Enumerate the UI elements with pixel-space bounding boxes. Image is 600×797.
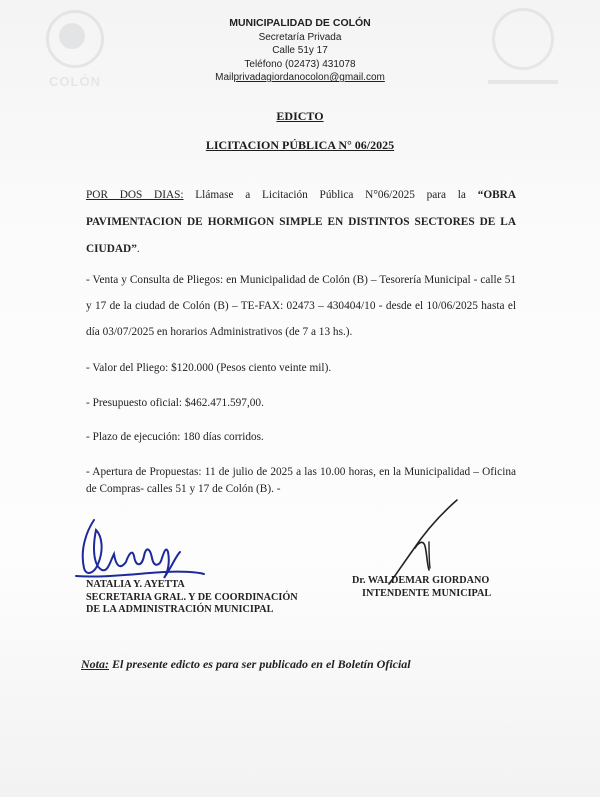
licitation-title: LICITACION PÚBLICA N° 06/2025 [205, 138, 395, 152]
signatory-right-role: INTENDENTE MUNICIPAL [362, 587, 492, 599]
office-mail [150, 71, 450, 85]
municipality-name: MUNICIPALIDAD DE COLÓN [229, 17, 371, 29]
sale-item: - Venta y Consulta de Pliegos: en Municipalidad de Colón (B) – Tesorería Municipal - calle 51 y 17 de la ciudad de Colón (B) – TE-FAX: 02473 – 430404/10 - desde el 10/06/2025 hasta el día 03/07/2025 en horarios Administrativos (de 7 a 13 hs.). [86, 274, 516, 338]
budget-item: - Presupuesto oficial: $462.471.597,00. [86, 397, 264, 409]
office-address: Calle 51y 17 [272, 45, 328, 56]
signatory-left-name: NATALIA Y. AYETTA [86, 579, 185, 590]
municipal-seal-logo-right [478, 8, 568, 88]
value-item: - Valor del Pliego: $120.000 (Pesos ciento veinte mil). [86, 362, 332, 374]
seal-icon [46, 10, 104, 68]
document-type-title: EDICTO [276, 109, 324, 123]
mail-address[interactable]: privadagiordanocolon@gmail.com [233, 72, 385, 83]
signatory-left-role-2: DE LA ADMINISTRACIÓN MUNICIPAL [86, 604, 274, 615]
note-text: El presente edicto es para ser publicado en el Boletín Oficial [109, 657, 411, 671]
signature-underline [76, 572, 204, 577]
call-intro: Llámase a Licitación Pública N°06/2025 para la [183, 189, 478, 201]
note-label: Nota: [81, 657, 109, 671]
signatory-left [86, 579, 298, 617]
signatory-right [352, 575, 491, 600]
logo-left-word: COLÓN [49, 74, 101, 89]
handwritten-signature-left [72, 516, 207, 588]
signatory-right-name: Dr. WALDEMAR GIORDANO [352, 575, 490, 586]
letterhead [150, 17, 450, 85]
municipal-seal-logo-left [40, 8, 110, 88]
signature-stroke [415, 542, 429, 570]
opening-item: - Apertura de Propuestas: 11 de julio de 2025 a las 10.00 horas, en la Municipalidad – Oficina de Compras- calles 51 y 17 de Colón (B). - [86, 466, 516, 495]
signature-stroke [429, 542, 430, 568]
signature-stroke [83, 520, 180, 578]
publication-note [81, 657, 411, 672]
signatory-left-role-1: SECRETARIA GRAL. Y DE COORDINACIÓN [86, 591, 298, 603]
call-paragraph [86, 182, 516, 263]
term-item: - Plazo de ejecución: 180 días corridos. [86, 431, 264, 443]
call-end: . [136, 243, 140, 255]
mail-label: Mail [215, 72, 234, 83]
office-name: Secretaría Privada [258, 31, 342, 43]
office-phone: Teléfono (02473) 431078 [244, 58, 356, 70]
call-lead: POR DOS DIAS: [86, 189, 184, 201]
call-object: “OBRA PAVIMENTACION DE HORMIGON SIMPLE EN DISTINTOS SECTORES DE LA CIUDAD” [86, 189, 516, 255]
seal-icon [492, 8, 554, 70]
